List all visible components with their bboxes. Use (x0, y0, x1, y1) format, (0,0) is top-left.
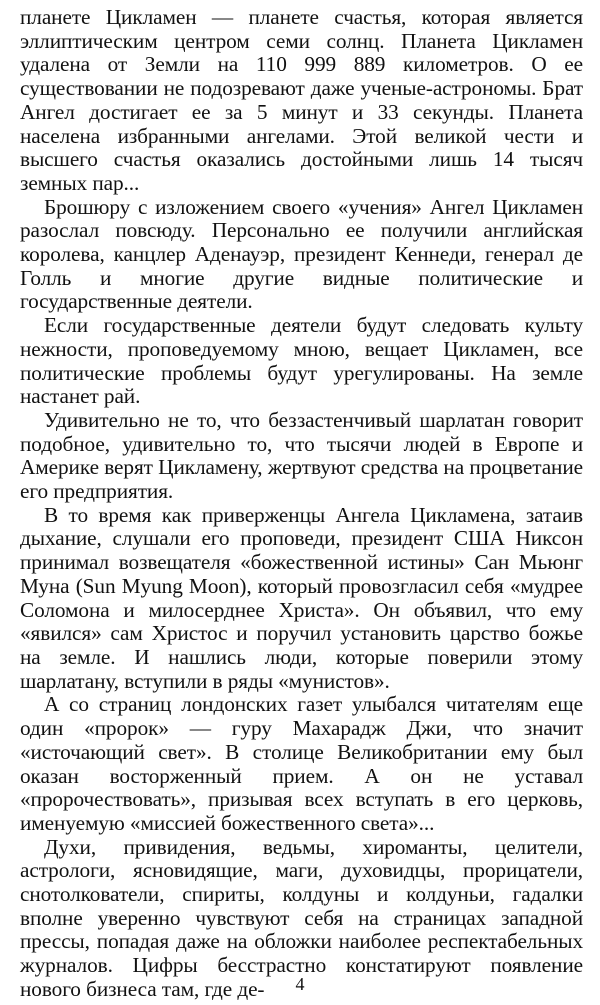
page-body-text (20, 6, 583, 1002)
paragraph-7: Духи, привидения, ведьмы, хироманты, целители, астрологи, ясновидящие, маги, духовидцы, прорицатели, снотолкователи, спириты, колдуны и колдуньи, гадалки вполне уверенно чувствуют себя на страницах западной прессы, попадая даже на обложки наиболее респектабельных журналов. Цифры бесстрастно констатируют появление нового бизнеса там, где де- (20, 834, 583, 1001)
paragraph-1: планете Цикламен — планете счастья, которая является эллиптическим центром семи солнц. Планета Цикламен удалена от Земли на 110 999 889 километров. О ее существовании не подозревают даже ученые-астрономы. Брат Ангел достигает ее за 5 минут и 33 секунды. Планета населена избранными ангелами. Этой великой чести и высшего счастья оказались достойными лишь 14 тысяч земных пар... (20, 5, 583, 195)
paragraph-2: Брошюру с изложением своего «учения» Ангел Цикламен разослал повсюду. Персонально ее получили английская королева, канцлер Аденауэр, президент Кеннеди, генерал де Голль и многие другие видные политические и государственные деятели. (20, 194, 583, 314)
paragraph-3: Если государственные деятели будут следовать культу нежности, проповедуемому мною, вещает Цикламен, все политические проблемы будут урегулированы. На земле настанет рай. (20, 313, 583, 409)
paragraph-6: А со страниц лондонских газет улыбался читателям еще один «пророк» — гуру Махарадж Джи, что значит «источающий свет». В столице Великобритании ему был оказан восторженный прием. А он не уставал «пророчествовать», призывая всех вступать в его церковь, именуемую «миссией божественного света»... (20, 692, 583, 835)
paragraph-4: Удивительно не то, что беззастенчивый шарлатан говорит подобное, удивительно то, что тысячи людей в Европе и Америке верят Цикламену, жертвуют средства на процветание его предприятия. (20, 407, 583, 504)
page-number: 4 (295, 974, 305, 994)
paragraph-5: В то время как приверженцы Ангела Цикламена, затаив дыхание, слушали его проповеди, президент США Никсон принимал возвещателя «божественной истины» Сан Мьюнг Муна (Sun Myung Moon), который провозгласил себя «мудрее Соломона и милосерднее Христа». Он объявил, что ему «явился» сам Христос и поручил установить царство божье на земле. И нашлись люди, которые поверили этому шарлатану, вступили в ряды «мунистов». (20, 502, 583, 693)
